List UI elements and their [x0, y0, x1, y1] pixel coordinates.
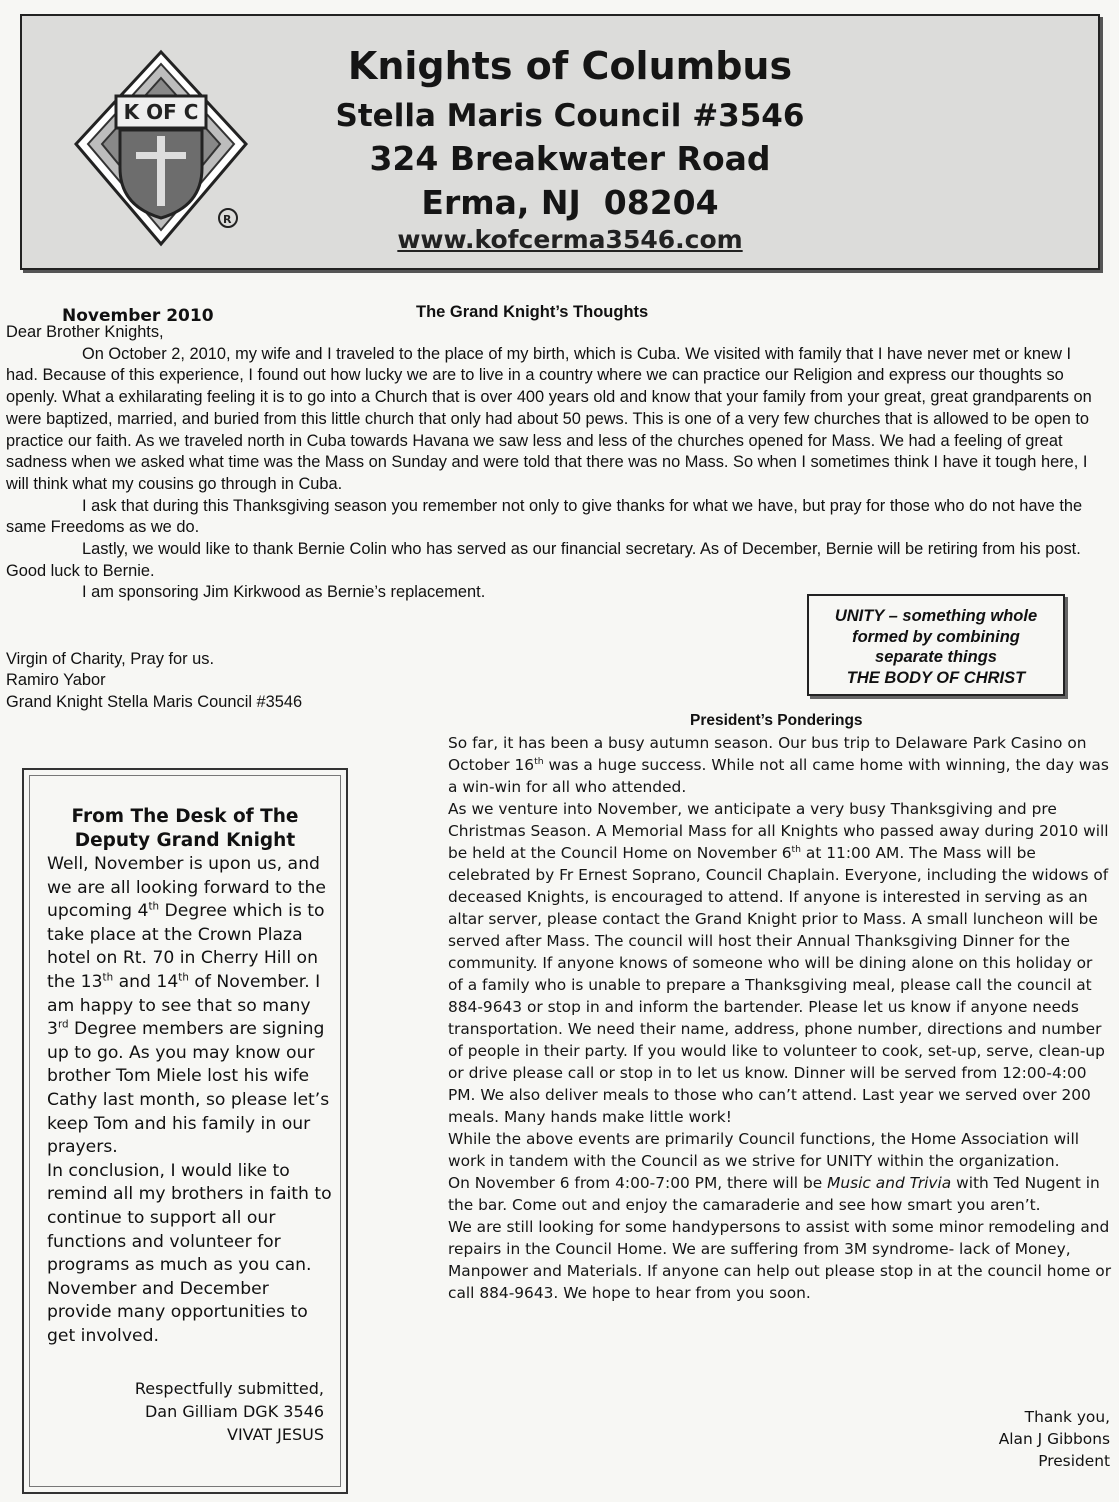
deputy-signature — [100, 1377, 324, 1446]
svg-text:R: R — [223, 213, 232, 226]
street-address: 324 Breakwater Road — [369, 139, 771, 178]
president-paragraph: On November 6 from 4:00-7:00 PM, there will be Music and Trivia with Ted Nugent in the bar. Come out and enjoy the camaraderie and see how smart you aren’t. — [448, 1173, 1100, 1214]
unity-line: THE BODY OF CHRIST — [846, 668, 1026, 687]
deputy-message — [47, 853, 337, 1348]
signer-name: Ramiro Yabor — [6, 671, 106, 690]
newsletter-date: November 2010 — [62, 306, 214, 326]
letter-paragraph: On October 2, 2010, my wife and I traveled to the place of my birth, which is Cuba. We visited with family that I have never met or knew I had. Because of this experience, I found out how lucky we are to live in a country where we can practice our Religion and express our thoughts so openly. What a exhilarating feeling it is to go into a Church that is over 400 years old and know that your family from your great, great grandparents on were baptized, married, and buried from this little church that only had about 50 pews. This is one of a very few churches that is allowed to be open to practice our faith. As we traveled north in Cuba towards Havana we saw less and less of the churches opened for Mass. We had a feeling of great sadness when we asked what time was the Mass on Sunday and were told that there was no Mass. So when I sometimes think I have it tough here, I will think what my cousins go through in Cuba. — [6, 344, 1092, 493]
grand-knight-signature — [6, 649, 406, 713]
unity-callout-box — [807, 594, 1065, 696]
letter-paragraph: Lastly, we would like to thank Bernie Colin who has served as our financial secretary. As of December, Bernie will be retiring from his post. Good luck to Bernie. — [6, 540, 1081, 580]
signature-line: VIVAT JESUS — [227, 1425, 324, 1444]
council-name: Stella Maris Council #3546 — [335, 98, 805, 134]
deputy-heading-line: From The Desk of The — [71, 806, 299, 827]
salutation: Dear Brother Knights, — [6, 323, 164, 341]
signer-role: Grand Knight Stella Maris Council #3546 — [6, 692, 303, 711]
grand-knight-letter — [6, 322, 1096, 604]
deputy-paragraph: In conclusion, I would like to remind all my brothers in faith to continue to support all our functions and volunteer for programs as much as you can. November and December provide many opportunities to get involved. — [47, 1160, 332, 1346]
grand-knight-heading: The Grand Knight’s Thoughts — [416, 303, 649, 321]
president-signature — [900, 1406, 1110, 1472]
signature-line: Respectfully submitted, — [134, 1379, 324, 1398]
president-paragraph: So far, it has been a busy autumn season. Our bus trip to Delaware Park Casino on October 16th was a huge success. While not all came home with winning, the day was a win-win for all who attended. — [448, 734, 1109, 796]
deputy-paragraph: Well, November is upon us, and we are all looking forward to the upcoming 4th Degree which is to take place at the Crown Plaza hotel on Rt. 70 in Cherry Hill on the 13th and 14th of November. I am happy to see that so many 3rd Degree members are signing up to go. As you may know our brother Tom Miele lost his wife Cathy last month, so please let’s keep Tom and his family in our prayers. — [47, 854, 330, 1158]
letter-paragraph: I ask that during this Thanksgiving season you remember not only to give thanks for what we have, but pray for those who do not have the same Freedoms as we do. — [6, 496, 1083, 537]
president-paragraph: As we venture into November, we anticipate a very busy Thanksgiving and pre Christmas Season. A Memorial Mass for all Knights who passed away during 2010 will be held at the Council Home on November 6th at 11:00 AM. The Mass will be celebrated by Fr Ernest Soprano, Council Chaplain. Everyone, including the widows of deceased Knights, is encouraged to attend. If anyone is interested in serving as an altar server, please contact the Grand Knight prior to Mass. A small luncheon will be served after Mass. The council will host their Annual Thanksgiving Dinner for the community. If anyone knows of someone who will be dining alone on this holiday or of a family who is unable to prepare a Thanksgiving meal, please call the council at 884-9643 or stop in and inform the bartender. Please let us know if anyone needs transportation. We need their name, address, phone number, directions and number of people in their party. If you would like to volunteer to cook, set-up, serve, clean-up or drive please call or stop in to let us know. Dinner will be served from 12:00-4:00 PM. We also deliver meals to those who can’t attend. Last year we served over 200 meals. Many hands make little work! — [448, 799, 1109, 1126]
deputy-heading-line: Deputy Grand Knight — [74, 830, 296, 851]
president-paragraph: We are still looking for some handypersons to assist with some minor remodeling and repairs in the Council Home. We are suffering from 3M syndrome- lack of Money, Manpower and Materials. If anyone can help out please stop in at the council home or call 884-9643. We hope to hear from you soon. — [448, 1217, 1112, 1302]
president-paragraph: While the above events are primarily Council functions, the Home Association will work in tandem with the Council as we strive for UNITY within the organization. — [448, 1129, 1080, 1170]
deputy-heading — [40, 805, 330, 853]
signature-line: Alan J Gibbons — [998, 1430, 1110, 1448]
closing-line: Virgin of Charity, Pray for us. — [6, 650, 214, 668]
unity-line: formed by combining — [852, 627, 1020, 646]
president-message — [448, 733, 1112, 1305]
svg-text:K OF C: K OF C — [123, 100, 199, 124]
president-heading: President’s Ponderings — [690, 712, 863, 729]
signature-line: President — [1038, 1452, 1110, 1470]
signature-line: Dan Gilliam DGK 3546 — [144, 1402, 324, 1421]
website-link[interactable]: www.kofcerma3546.com — [397, 225, 743, 254]
unity-line: separate things — [875, 648, 997, 666]
signature-line: Thank you, — [1024, 1408, 1110, 1426]
city-address: Erma, NJ 08204 — [421, 183, 719, 222]
unity-line: UNITY – something whole — [834, 607, 1038, 625]
org-name: Knights of Columbus — [347, 44, 793, 88]
letter-paragraph: I am sponsoring Jim Kirkwood as Bernie’s replacement. — [82, 583, 486, 602]
